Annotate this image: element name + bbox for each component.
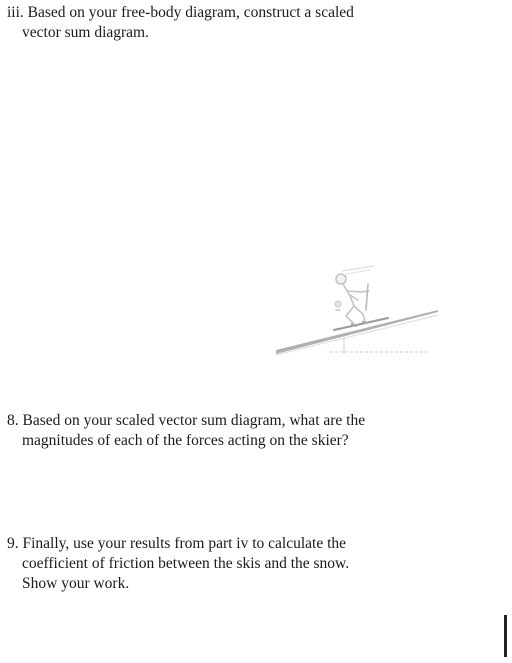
question-iii-line-2: vector sum diagram. [22, 24, 149, 41]
question-9 [7, 534, 349, 594]
question-iii [7, 3, 354, 43]
skier-on-slope-illustration [270, 262, 445, 362]
question-iii-line-1: iii. Based on your free-body diagram, construct a scaled [7, 4, 354, 21]
text-cursor-bar [504, 615, 507, 657]
question-9-line-1: 9. Finally, use your results from part iv to calculate the [7, 535, 347, 552]
question-8 [7, 411, 365, 451]
question-8-line-2: magnitudes of each of the forces acting on the skier? [22, 432, 349, 449]
skier [334, 266, 388, 330]
question-9-line-3: Show your work. [22, 575, 130, 592]
slope [276, 310, 438, 355]
question-8-line-1: 8. Based on your scaled vector sum diagram, what are the [7, 412, 366, 429]
question-9-line-2: coefficient of friction between the skis and the snow. [22, 555, 350, 572]
